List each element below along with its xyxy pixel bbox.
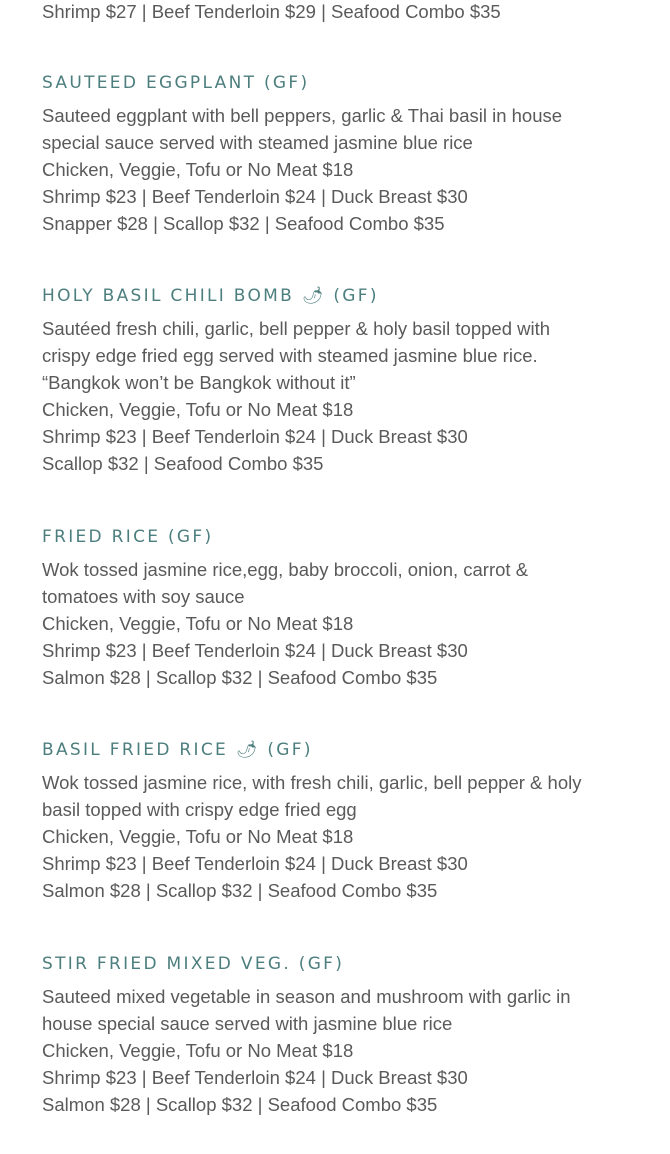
menu-item-price-line: Chicken, Veggie, Tofu or No Meat $18 [42, 159, 354, 180]
menu-item-price-line: Shrimp $23 | Beef Tenderloin $24 | Duck Breast $30 [42, 1067, 468, 1088]
menu-item-title: FRIED RICE (GF) [42, 527, 214, 547]
menu-item-price-line: Scallop $32 | Seafood Combo $35 [42, 453, 324, 474]
menu-item-fried-rice [42, 524, 642, 691]
menu-item-title: SAUTEED EGGPLANT (GF) [42, 73, 310, 93]
menu-item-price-line: Shrimp $23 | Beef Tenderloin $24 | Duck Breast $30 [42, 853, 468, 874]
menu-item-basil-fried-rice [42, 737, 642, 904]
menu-item-title: STIR FRIED MIXED VEG. (GF) [42, 954, 345, 974]
menu-item-price-line: Salmon $28 | Scallop $32 | Seafood Combo $35 [42, 1094, 438, 1115]
menu-item-price-line: Chicken, Veggie, Tofu or No Meat $18 [42, 613, 354, 634]
menu-item-description-line: tomatoes with soy sauce [42, 586, 245, 607]
menu-item-price-line: Chicken, Veggie, Tofu or No Meat $18 [42, 399, 354, 420]
menu-item-description-line: Sauteed eggplant with bell peppers, garlic & Thai basil in house [42, 105, 563, 126]
menu-item-description-line: basil topped with crispy edge fried egg [42, 799, 357, 820]
menu-item-description-line: “Bangkok won’t be Bangkok without it” [42, 372, 356, 393]
menu-item-price-line: Snapper $28 | Scallop $32 | Seafood Combo $35 [42, 213, 445, 234]
menu-item-price-line: Salmon $28 | Scallop $32 | Seafood Combo $35 [42, 880, 438, 901]
intro-price-line: Shrimp $27 | Beef Tenderloin $29 | Seafood Combo $35 [42, 1, 501, 22]
menu-item-price-line: Shrimp $23 | Beef Tenderloin $24 | Duck Breast $30 [42, 640, 468, 661]
menu-item-description-line: special sauce served with steamed jasmine blue rice [42, 132, 473, 153]
menu-item-price-line: Chicken, Veggie, Tofu or No Meat $18 [42, 1040, 354, 1061]
menu-item-holy-basil-chili-bomb [42, 283, 642, 477]
menu-item-title: BASIL FRIED RICE 🌶 (GF) [42, 740, 313, 760]
menu-item-price-line: Chicken, Veggie, Tofu or No Meat $18 [42, 826, 354, 847]
menu-item-description-line: crispy edge fried egg served with steamed jasmine blue rice. [42, 345, 538, 366]
menu-item-price-line: Salmon $28 | Scallop $32 | Seafood Combo $35 [42, 667, 438, 688]
menu-item-price-line: Shrimp $23 | Beef Tenderloin $24 | Duck Breast $30 [42, 426, 468, 447]
menu-item-price-line: Shrimp $23 | Beef Tenderloin $24 | Duck Breast $30 [42, 186, 468, 207]
menu-item-sauteed-eggplant [42, 70, 642, 237]
menu-item-title: HOLY BASIL CHILI BOMB 🌶 (GF) [42, 286, 379, 306]
menu-item-description-line: Wok tossed jasmine rice, with fresh chili, garlic, bell pepper & holy [42, 772, 582, 793]
menu-item-description-line: Sauteed mixed vegetable in season and mushroom with garlic in [42, 986, 571, 1007]
menu-item-stir-fried-mixed-veg [42, 951, 642, 1118]
menu-item-description-line: Wok tossed jasmine rice,egg, baby broccoli, onion, carrot & [42, 559, 529, 580]
menu-item-description-line: Sautéed fresh chili, garlic, bell pepper & holy basil topped with [42, 318, 551, 339]
menu-item-description-line: house special sauce served with jasmine blue rice [42, 1013, 453, 1034]
